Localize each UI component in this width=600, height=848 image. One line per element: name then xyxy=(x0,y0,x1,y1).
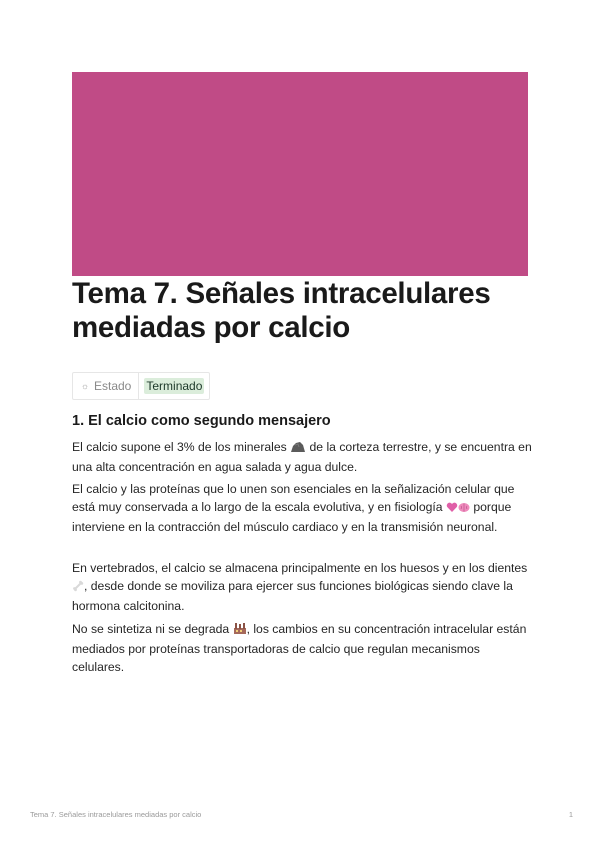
paragraph-1-text-a: El calcio supone el 3% de los minerales xyxy=(72,440,291,454)
status-badge: Terminado xyxy=(146,379,203,393)
paragraph-1 xyxy=(72,438,532,476)
paragraph-4-text-a: No se sintetiza ni se degrada xyxy=(72,622,233,636)
page-title: Tema 7. Señales intracelulares mediadas por calcio xyxy=(72,277,491,344)
paragraph-2-text-b: porque interviene en la contracción del músculo cardiaco y en la transmisión neuronal. xyxy=(72,500,512,534)
paragraph-3-text-b: , desde donde se moviliza para ejercer sus funciones biológicas siendo clave la hormona calcitonina. xyxy=(72,579,513,613)
paragraph-4 xyxy=(72,620,532,676)
paragraph-4-text-b: , los cambios en su concentración intracelular están mediados por proteínas transportadoras de calcio que regulan mecanismos celulares. xyxy=(72,622,527,674)
cover-image xyxy=(72,72,528,276)
paragraph-2-text-a: El calcio y las proteínas que lo unen son esenciales en la señalización celular que está muy conservada a lo largo de la escala evolutiva, y en fisiología xyxy=(72,482,515,514)
bone-icon xyxy=(72,579,84,597)
sun-icon: ☼ xyxy=(80,381,90,391)
property-status[interactable] xyxy=(72,372,210,400)
property-key xyxy=(73,373,139,399)
property-value[interactable] xyxy=(139,373,209,399)
rock-icon xyxy=(290,440,306,458)
brain-icon xyxy=(458,500,470,518)
paragraph-1-text-b: de la corteza terrestre, y se encuentra en una alta concentración en agua salada y agua dulce. xyxy=(72,440,532,474)
section-heading: 1. El calcio como segundo mensajero xyxy=(72,413,331,429)
page-number: 1 xyxy=(568,810,573,819)
paragraph-2 xyxy=(72,480,532,536)
footer-title: Tema 7. Señales intracelulares mediadas por calcio xyxy=(30,810,202,819)
heart-icon xyxy=(446,500,458,518)
factory-icon xyxy=(233,622,247,640)
paragraph-3 xyxy=(72,559,532,615)
property-label: Estado xyxy=(94,379,132,393)
paragraph-3-text-a: En vertebrados, el calcio se almacena principalmente en los huesos y en los dientes xyxy=(72,561,528,575)
